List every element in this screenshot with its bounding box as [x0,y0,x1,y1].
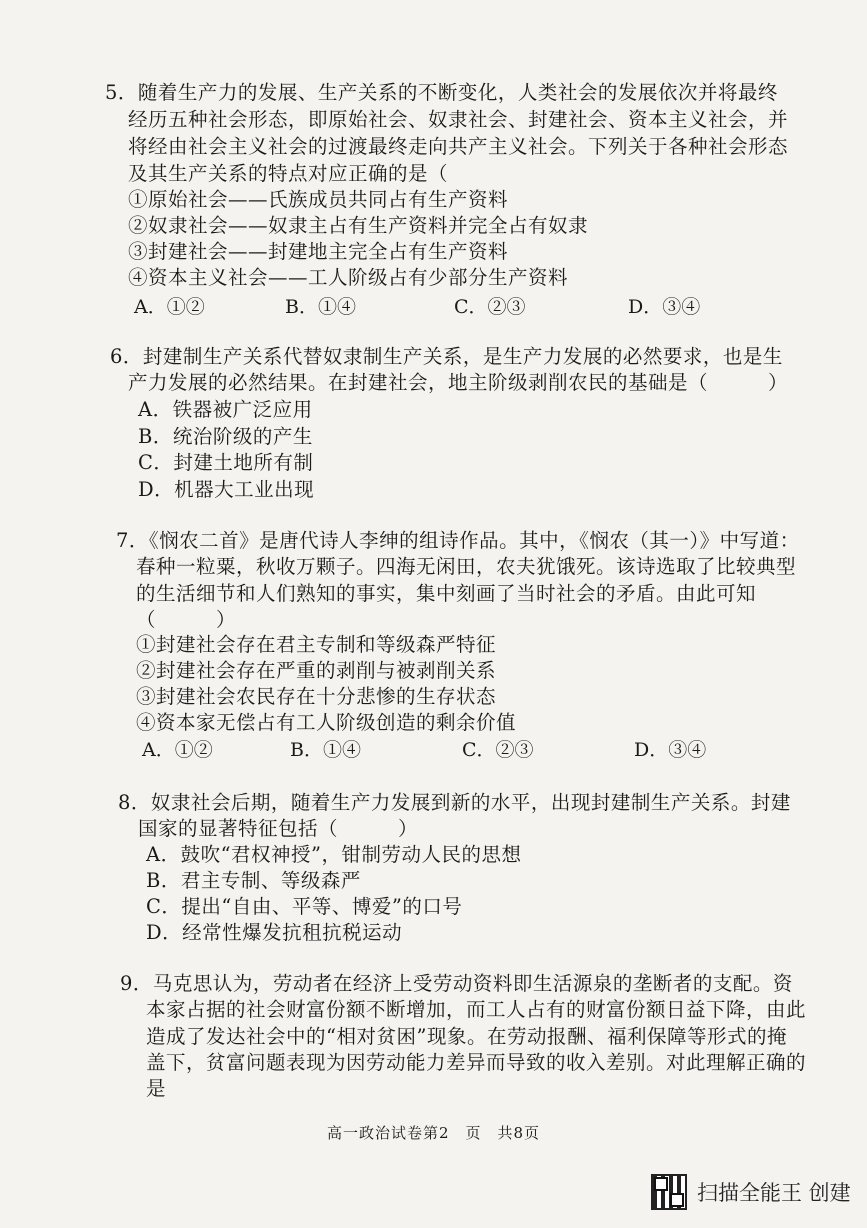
q5-statement-2: ②奴隶社会——奴隶主占有生产资料并完全占有奴隶 [128,214,589,237]
q9-line-1: 9．马克思认为，劳动者在经济上受劳动资料即生活源泉的垄断者的支配。资 [120,972,793,995]
q8-option-a[interactable]: A．鼓吹“君权神授”，钳制劳动人民的思想 [146,843,522,866]
q7-line-4: （ ） [136,608,237,631]
q8-line-1: 8．奴隶社会后期，随着生产力发展到新的水平，出现封建制生产关系。封建 [118,791,791,814]
q9-line-4: 盖下，贫富问题表现为因劳动能力差异而导致的收入差别。对此理解正确的 [146,1051,807,1074]
q5-statement-1: ①原始社会——氏族成员共同占有生产资料 [128,188,509,211]
q5-option-a[interactable]: A．①② [134,296,205,318]
q7-option-a[interactable]: A．①② [142,739,213,761]
q7-option-c[interactable]: C．②③ [462,739,534,761]
q5-option-b[interactable]: B．①④ [285,296,356,318]
q5-line-3: 将经由社会主义社会的过渡最终走向共产主义社会。下列关于各种社会形态 [128,135,789,158]
q7-statement-2: ②封建社会存在严重的剥削与被剥削关系 [136,659,497,682]
scanner-watermark [651,1172,851,1212]
q8-option-c[interactable]: C．提出“自由、平等、博爱”的口号 [146,895,463,918]
q5-line-2: 经历五种社会形态，即原始社会、奴隶社会、封建社会、资本主义社会，并 [128,108,789,131]
q8-option-d[interactable]: D．经常性爆发抗租抗税运动 [146,921,403,944]
q7-option-d[interactable]: D．③④ [634,739,707,761]
qr-code-icon [651,1174,687,1210]
q7-line-3: 的生活细节和人们熟知的事实，集中刻画了当时社会的矛盾。由此可知 [136,582,757,605]
q6-option-b[interactable]: B．统治阶级的产生 [138,425,313,448]
q7-line-1: 7．《悯农二首》是唐代诗人李绅的组诗作品。其中，《悯农（其一）》中写道： [116,529,800,552]
q7-statement-4: ④资本家无偿占有工人阶级创造的剩余价值 [136,711,517,734]
q6-option-d[interactable]: D．机器大工业出现 [138,478,315,501]
q8-option-b[interactable]: B．君主专制、等级森严 [146,869,361,892]
q9-line-5: 是 [146,1077,167,1100]
page-footer: 高一政治试卷第2 页 共8页 [326,1124,541,1142]
q7-option-b[interactable]: B．①④ [290,739,361,761]
q7-line-2: 春种一粒粟，秋收万颗子。四海无闲田，农夫犹饿死。该诗选取了比较典型 [136,555,797,578]
q6-line-1: 6．封建制生产关系代替奴隶制生产关系，是生产力发展的必然要求，也是生 [110,345,783,368]
q5-statement-4: ④资本主义社会——工人阶级占有少部分生产资料 [128,266,569,289]
q7-statement-3: ③封建社会农民存在十分悲惨的生存状态 [136,685,497,708]
q6-option-a[interactable]: A．铁器被广泛应用 [138,398,313,421]
q5-line-4: 及其生产关系的特点对应正确的是（ [128,162,449,185]
q5-option-c[interactable]: C．②③ [454,296,526,318]
q5-line-1: 5．随着生产力的发展、生产关系的不断变化，人类社会的发展依次并将最终 [105,81,778,104]
q8-line-2: 国家的显著特征包括（ ） [138,817,419,840]
q5-statement-3: ③封建社会——封建地主完全占有生产资料 [128,240,509,263]
q9-line-2: 本家占据的社会财富份额不断增加，而工人占有的财富份额日益下降，由此 [146,998,807,1021]
q5-option-d[interactable]: D．③④ [628,296,701,318]
q6-option-c[interactable]: C．封建土地所有制 [138,451,314,474]
watermark-text: 扫描全能王 创建 [697,1181,851,1205]
q6-line-2: 产力发展的必然结果。在封建社会，地主阶级剥削农民的基础是（ ） [128,371,789,394]
q9-line-3: 造成了发达社会中的“相对贫困”现象。在劳动报酬、福利保障等形式的掩 [146,1025,787,1048]
q7-statement-1: ①封建社会存在君主专制和等级森严特征 [136,633,497,656]
